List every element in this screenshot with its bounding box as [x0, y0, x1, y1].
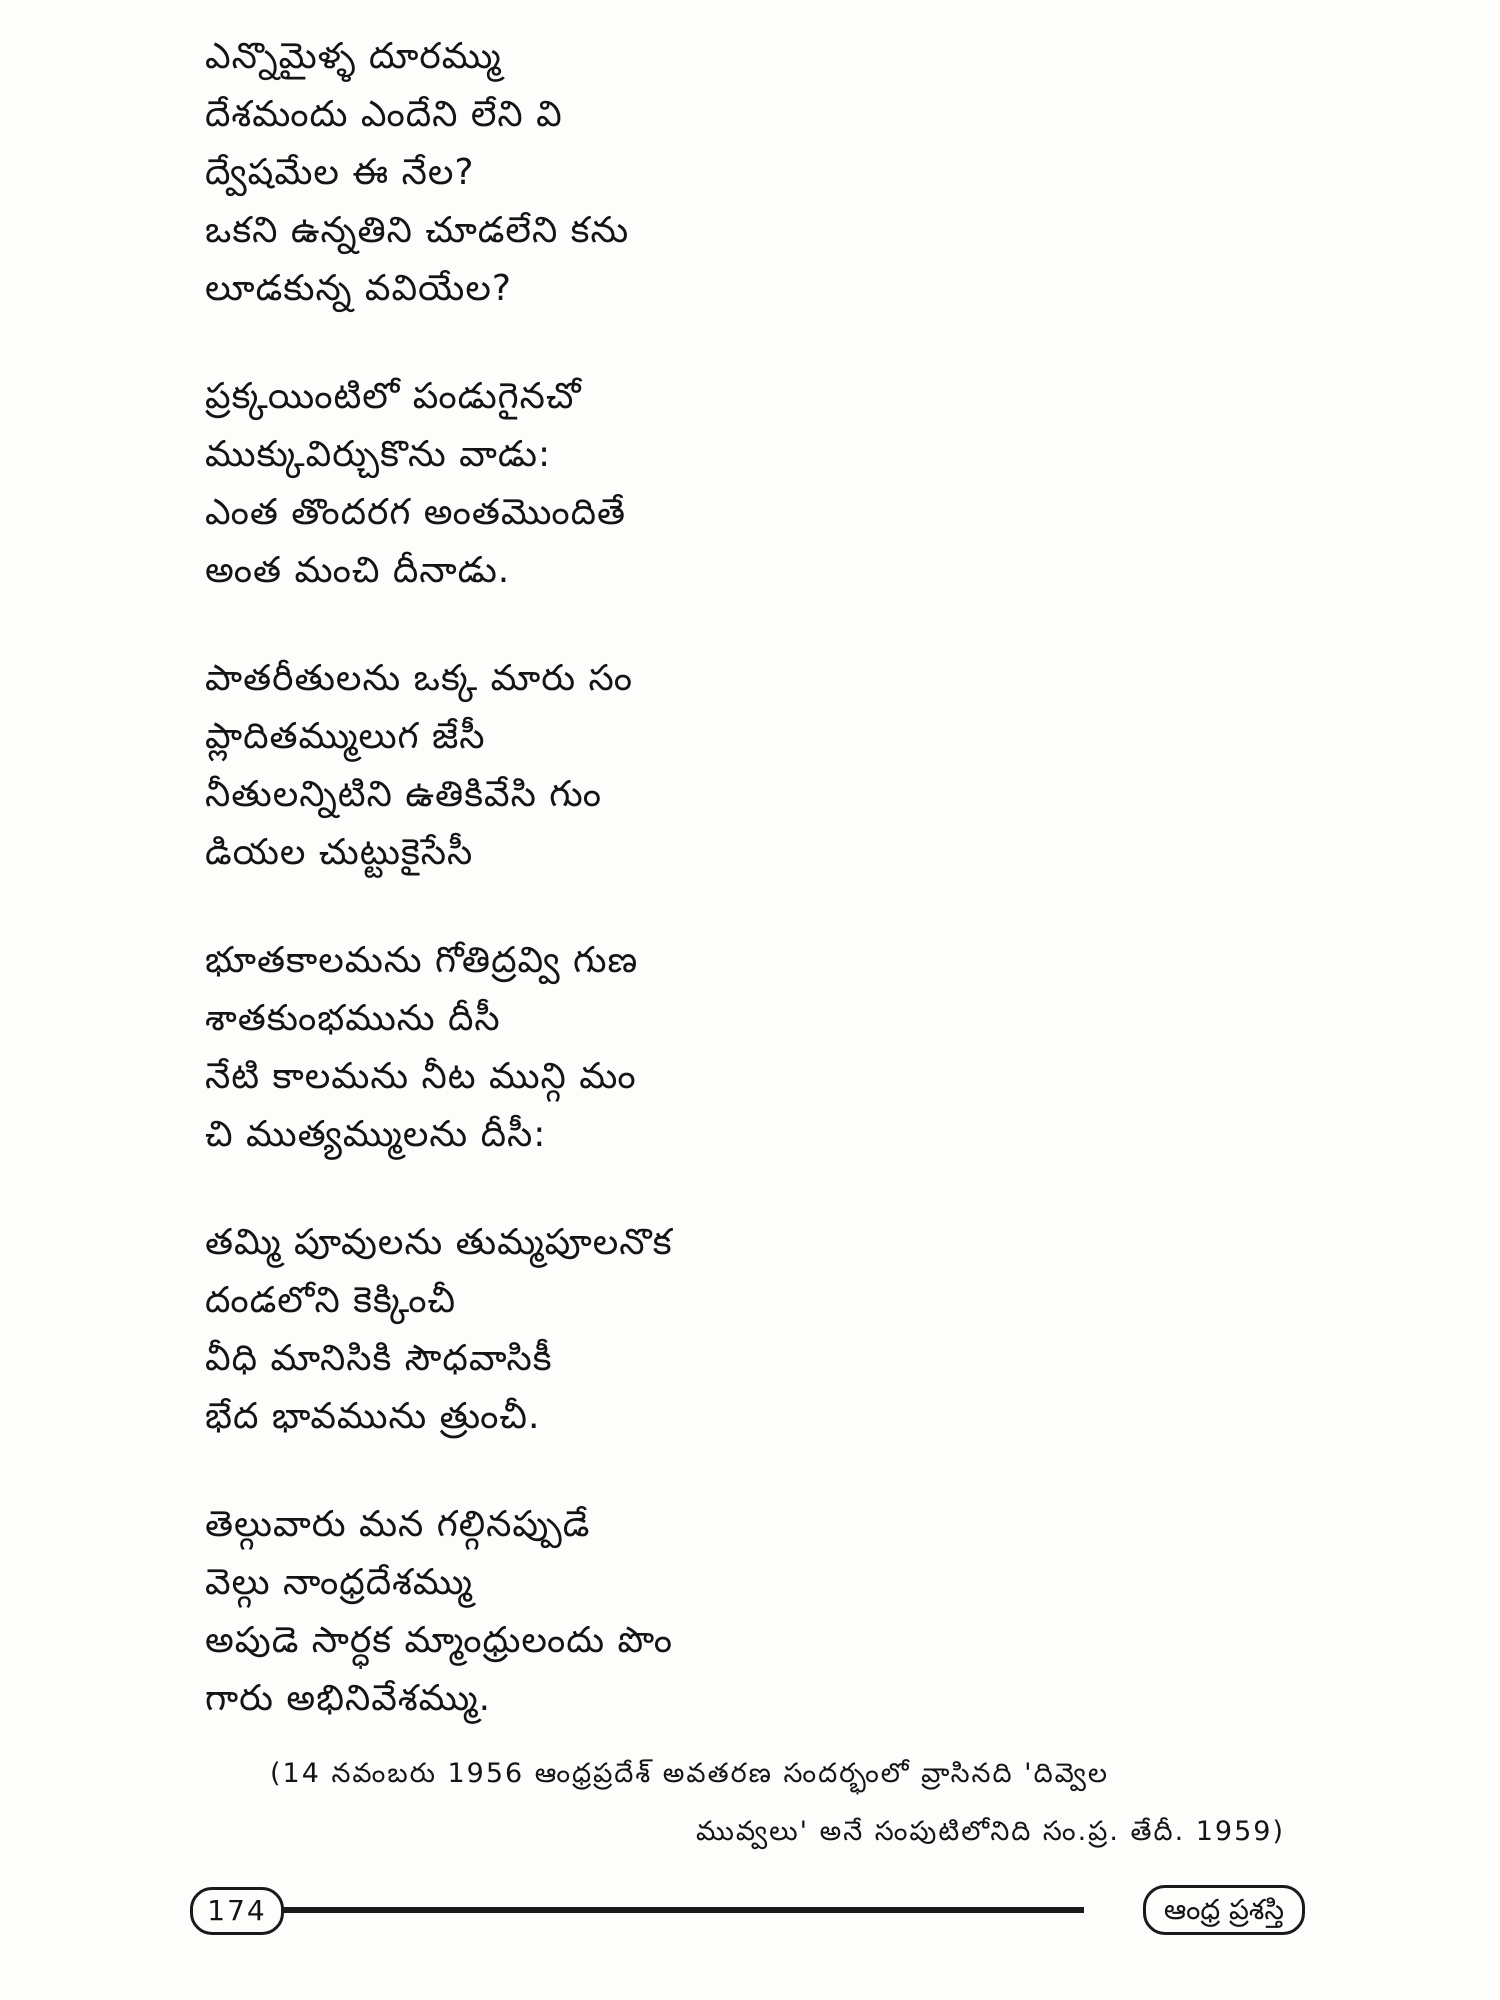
poem-line: భూతకాలమను గోతిద్రవ్వి గుణ	[205, 940, 639, 981]
poem-line: శాతకుంభమును దీసీ	[205, 998, 501, 1039]
stanza-3	[205, 650, 1205, 882]
footer-rule	[284, 1907, 1084, 1913]
poem-line: అపుడె సార్ధక మ్మాంధ్రులందు పొం	[205, 1620, 674, 1661]
poem-line: తెల్గువారు మన గల్గినప్పుడే	[205, 1504, 591, 1545]
stanza-5	[205, 1214, 1205, 1446]
poem-line: వెల్గు నాంధ్రదేశమ్ము	[205, 1562, 473, 1603]
publication-note-line-2: మువ్వలు' అనే సంపుటిలోనిది సం.ప్ర. తేదీ. 1959)	[695, 1816, 1285, 1847]
poem-line: తమ్మి పూవులను తుమ్మపూలనొక	[205, 1222, 673, 1263]
poem-line: డియల చుట్టుకైసేసీ	[205, 832, 474, 873]
poem-line: గారు అభినివేశమ్ము.	[205, 1678, 492, 1719]
stanza-4	[205, 932, 1205, 1164]
poem-line: నేటి కాలమను నీట మున్గి మం	[205, 1056, 637, 1097]
stanza-2	[205, 368, 1205, 600]
poem-line: ఒకని ఉన్నతిని చూడలేని కను	[205, 210, 630, 251]
poem-line: నీతులన్నిటిని ఉతికివేసి గుం	[205, 774, 602, 815]
poem-line: ఎన్నొమైళ్ళ దూరమ్ము	[205, 36, 502, 77]
poem-line: ద్వేషమేల ఈ నేల?	[205, 152, 475, 193]
poem-line: ప్లాదితమ్ములుగ జేసీ	[205, 716, 486, 757]
publication-note-line-1: (14 నవంబరు 1956 ఆంధ్రప్రదేశ్ అవతరణ సందర్భంలో వ్రాసినది 'దివ్వెల	[270, 1758, 1110, 1789]
publication-note	[270, 1745, 1285, 1861]
poem-line: భేద భావమును త్రుంచీ.	[205, 1396, 541, 1437]
stanza-1	[205, 28, 1205, 318]
stanza-6	[205, 1496, 1205, 1728]
poem-line: వీధి మానిసికి సౌధవాసికీ	[205, 1338, 553, 1379]
poem-line: చి ముత్యమ్ములను దీసీ:	[205, 1114, 547, 1155]
book-title: ఆంధ్ర ప్రశస్తి	[1143, 1885, 1305, 1935]
page-number: 174	[190, 1887, 284, 1935]
poem-line: ముక్కువిర్చుకొను వాడు:	[205, 434, 552, 475]
poem-line: అంత మంచి దీనాడు.	[205, 550, 511, 591]
poem-line: ఎంత తొందరగ అంతమొందితే	[205, 492, 627, 533]
poem-line: దండలోని కెక్కించీ	[205, 1280, 457, 1321]
poem-body	[205, 28, 1205, 1778]
poem-line: లూడకున్న వవియేల?	[205, 268, 512, 309]
page-footer	[190, 1885, 1305, 1935]
poem-line: ప్రక్కయింటిలో పండుగైనచో	[205, 376, 582, 417]
poem-line: దేశమందు ఎందేని లేని వి	[205, 94, 563, 135]
poem-line: పాతరీతులను ఒక్క మారు సం	[205, 658, 633, 699]
